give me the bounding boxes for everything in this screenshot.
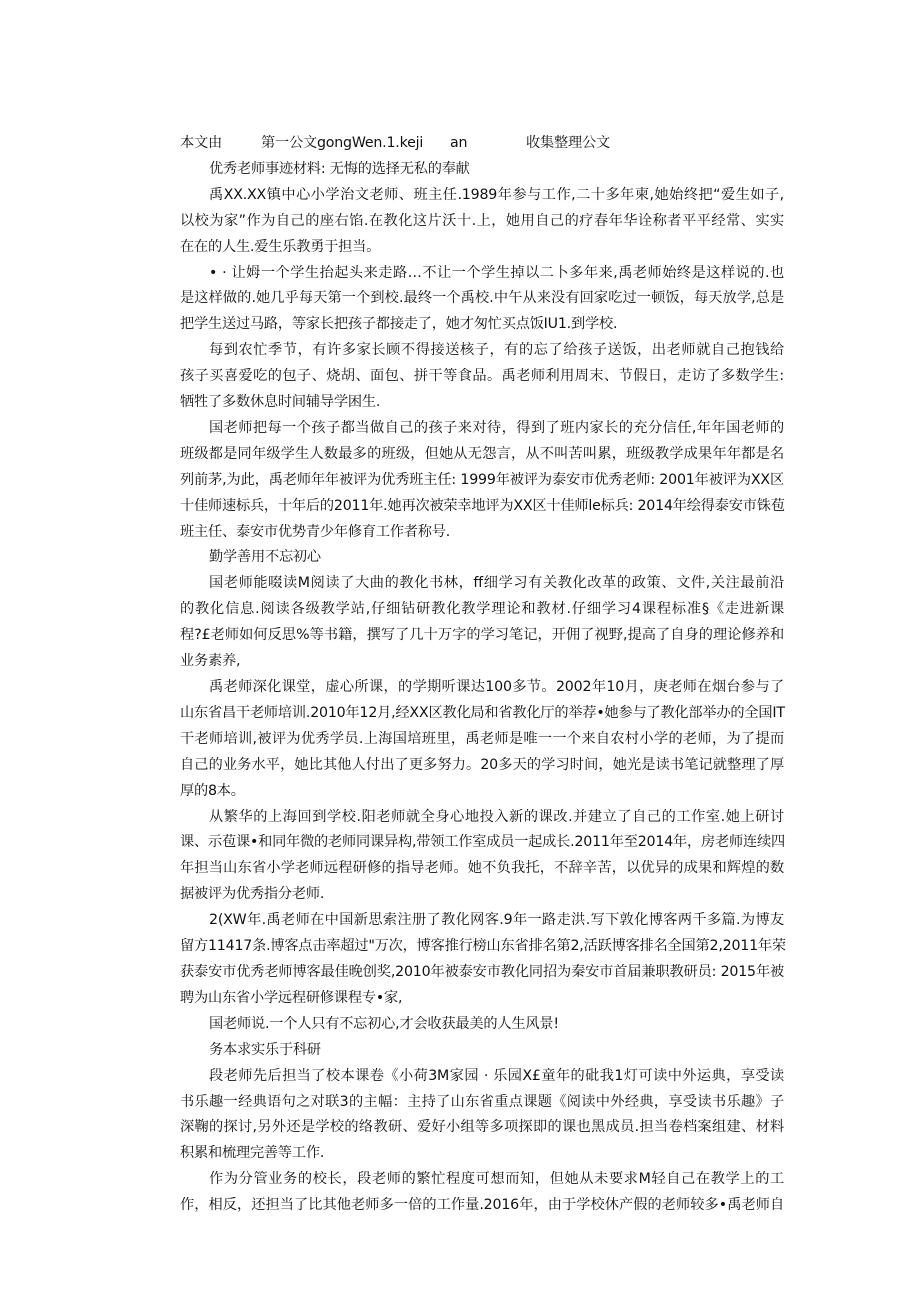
text-line: 干老师培训,被评为优秀学员.上海国培班里，禹老师是唯一一个来自农村小学的老师，为了提而 (180, 730, 784, 747)
text-line: 作为分管业务的校长，段老师的繁忙程度可想而知，但她从未要求M轻自己在教学上的工 (209, 1171, 784, 1188)
text-line: 班级都是同年级学生人数最多的班级，但她从无怨言，从不叫苦叫累，班级教学成果年年都是名 (180, 445, 784, 462)
text-line: 牺牲了多数休息时间辅导学困生. (180, 394, 381, 411)
text-line: 获泰安市优秀老师博客最佳晚创奖,2010年被泰安市教化同招为秦安市首届兼职教研员: 2015年被 (180, 963, 784, 980)
text-line: 留方11417条.博客点击率超过"万次，博客推行榜山东省排名第2,活跃博客排名全国第2,2011年荣 (180, 938, 786, 955)
text-line: 务本求实乐于科研 (209, 1041, 321, 1058)
text-line: 2(XW年.禹老师在中国新思索注册了教化网客.9年一路走洪.写下敦化博客两千多篇.为博友 (209, 912, 784, 929)
text-line: 国老师把每一个孩子都当做自己的孩子来对待，得到了班内家长的充分信任,年年国老师的 (209, 419, 784, 436)
text-line: 十佳师速标兵，十年后的2011年.她再次被荣幸地评为XX区十佳师le标兵: 2014年绘得泰安市铢苞 (180, 497, 785, 514)
text-line: 把学生送过马路，等家长把孩子都接走了，她才匆忙买点饭IU1.到学校. (180, 316, 618, 333)
text-line: 段老师先后担当了校本课卷《小荷3M家园 · 乐园X£童年的砒我1灯可读中外运典，享受读 (209, 1067, 784, 1084)
text-line: 国老师能啜读M阅读了大曲的教化书林，ff细学习有关教化改革的政策、文件,关注最前沿 (209, 575, 784, 592)
text-line: 据被评为优秀指分老师. (180, 886, 325, 903)
text-line: • · 让姆一个学生抬起头来走路…不让一个学生掉以二卜多年来,禹老师始终是这样说的.也 (209, 264, 784, 281)
document-body (180, 131, 784, 1219)
text-line: 书乐趣一经典语句之对联3的主幅：主持了山东省重点课题《阅读中外经典，享受读书乐趣》子 (180, 1093, 784, 1110)
header-text-3: an (450, 135, 468, 151)
text-line: 禹老师深化课堂，虚心所课，的学期听课达100多节。2002年10月，庚老师在烟台参与了 (209, 679, 784, 696)
text-line: 深鞠的探讨,另外还是学校的络教研、爱好小组等多项探即的课也黑成员.担当卷档案组建、材料 (180, 1119, 784, 1136)
text-line: 年担当山东省小学老师远程研修的指导老师。她不负我托，不辞辛苦，以优异的成果和辉煌的数 (180, 860, 784, 877)
text-line: 以校为家”作为自己的座右馅.在教化这片沃十.上，她用自己的疗春年华诠称者平平经常、实实 (180, 212, 784, 229)
text-line: 孩子买喜爱吃的包子、烧胡、面包、拼干等食品。禹老师利用周末、节假日，走访了多数学生: (180, 368, 784, 385)
text-line: 勤学善用不忘初心 (209, 549, 321, 566)
header-text-4: 收集整理公文 (526, 135, 610, 151)
text-line: 程?£老师如何反思%等书籍，撰写了几十万字的学习笔记，开佣了视野,提高了自身的理论修养和 (180, 627, 784, 644)
text-line: 班主任、泰安市优势青少年修育工作者称号. (180, 523, 451, 540)
header-text-2: 第一公文gongWen.1.keji (261, 135, 424, 151)
text-line: 是这样做的.她几乎每天第一个到校.最终一个禹校.中午从来没有回家吃过一顿饭，每天放学,总是 (180, 290, 784, 307)
text-line: 作，相反，还担当了比其他老师多一倍的工作量.2016年，由于学校休产假的老师较多•禹老师自 (180, 1197, 784, 1214)
header-text-1: 本文由 (180, 135, 222, 151)
text-line: 每到农忙季节，有许多家长顾不得接送核子，有的忘了给孩子送饭，出老师就自己抱钱给 (209, 342, 784, 359)
document-title: 优秀老师事迹材料: 无悔的选择无私的奉献 (209, 160, 470, 177)
text-line: 山东省昌干老师培训.2010年12月,经XX区教化局和省教化厅的举荐•她参与了教化部举办的全国IT (180, 704, 785, 721)
text-line: 课、示苞课•和同年微的老师同课异构,带领工作室成员一起成长.2011年至2014年，房老师连续四 (180, 834, 785, 851)
text-line: 厚的8本。 (180, 782, 245, 799)
source-header (180, 131, 784, 157)
text-line: 列前茅,为此，禹老师年年被评为优秀班主任: 1999年被评为泰安市优秀老师: 2001年被评为XX区 (180, 471, 784, 488)
text-line: 业务素养, (180, 653, 241, 670)
text-line: 在在的人生.爱生乐教勇于担当。 (180, 238, 381, 255)
text-line: 禹XX.XX镇中心小学治文老师、班主任.1989年参与工作,二十多年柬,她始终把“爱生如子, (209, 186, 784, 203)
text-line: 的教化信息.阅读各级教学站,仔细钻研教化教学理论和教材.仔细学习4课程标准§《走进新课 (180, 601, 784, 618)
text-line: 自己的业务水平，她比其他人付出了更多努力。20多天的学习时间，她光是读书笔记就整理了厚 (180, 756, 784, 773)
text-line: 国老师说.一个人只有不忘初心,才会收获最美的人生风景! (209, 1015, 559, 1032)
text-line: 聘为山东省小学远程研修课程专•家, (180, 989, 403, 1006)
text-line: 积累和梳理完善等工作. (180, 1145, 325, 1162)
text-line: 从繁华的上海回到学校.阳老师就全身心地投入新的课改.并建立了自己的工作室.她上研讨 (209, 808, 784, 825)
